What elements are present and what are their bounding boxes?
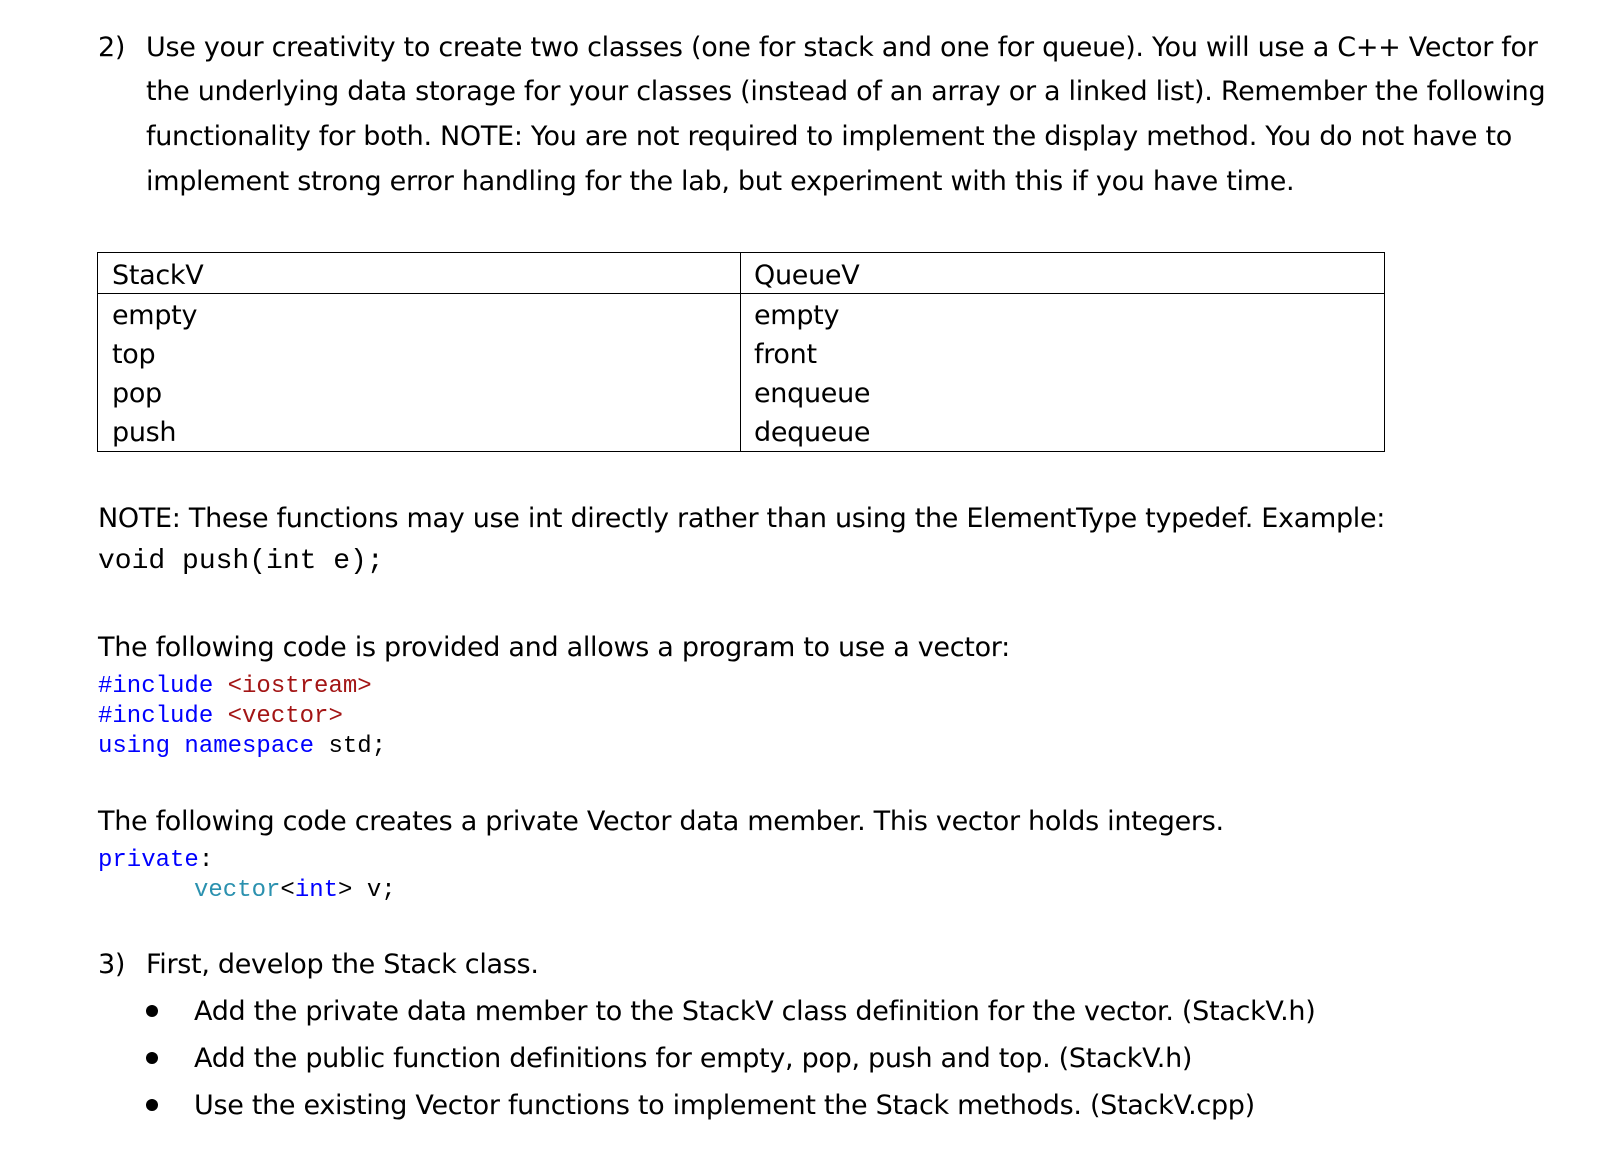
queue-item-front: front [754, 339, 817, 370]
include-header: <vector> [227, 703, 343, 730]
stack-item-push: push [112, 417, 177, 448]
item3-heading: First, develop the Stack class. [146, 949, 539, 980]
item3-bullet-3: Use the existing Vector functions to implement the Stack methods. (StackV.cpp) [194, 1090, 1255, 1121]
namespace-keyword: namespace [184, 733, 315, 760]
code-include-iostream [98, 675, 372, 699]
code-using-namespace [98, 735, 386, 759]
table-column-divider [740, 253, 741, 451]
queue-item-enqueue: enqueue [754, 378, 871, 409]
private-colon: : [198, 847, 214, 874]
code-include-vector [98, 705, 343, 729]
note-text: NOTE: These functions may use int directly rather than using the ElementType typedef. Example: [98, 503, 1386, 534]
bullet-dot-3 [146, 1099, 158, 1111]
private-keyword: private [98, 847, 199, 874]
private-member-intro: The following code creates a private Vector data member. This vector holds integers. [98, 806, 1224, 837]
table-header-queue: QueueV [754, 260, 860, 291]
stack-item-pop: pop [112, 378, 162, 409]
int-keyword: int [294, 877, 339, 904]
table-header-divider [98, 293, 1384, 294]
vector-type: vector [194, 877, 281, 904]
item2-line-3: functionality for both. NOTE: You are not required to implement the display method. You do not have to [146, 121, 1512, 152]
bullet-dot-1 [146, 1005, 158, 1017]
code-private-label [98, 849, 213, 873]
item3-number: 3) [98, 949, 126, 980]
item2-line-4: implement strong error handling for the lab, but experiment with this if you have time. [146, 166, 1295, 197]
code-vector-declaration [194, 879, 396, 903]
table-header-stack: StackV [112, 260, 204, 291]
declaration-rest: > v; [338, 877, 396, 904]
stack-item-top: top [112, 339, 156, 370]
item3-bullet-1: Add the private data member to the StackV class definition for the vector. (StackV.h) [194, 996, 1316, 1027]
include-header: <iostream> [227, 673, 372, 700]
bullet-dot-2 [146, 1052, 158, 1064]
item2-number: 2) [98, 32, 126, 63]
queue-item-dequeue: dequeue [754, 417, 871, 448]
stack-item-empty: empty [112, 300, 198, 331]
item2-line-1: Use your creativity to create two classes (one for stack and one for queue). You will use a C++ Vector for [146, 32, 1538, 63]
std-identifier: std; [328, 733, 387, 760]
include-directive: #include [98, 673, 214, 700]
stack-queue-table [97, 252, 1385, 452]
note-code-example: void push(int e); [98, 546, 384, 577]
item3-bullet-2: Add the public function definitions for empty, pop, push and top. (StackV.h) [194, 1043, 1193, 1074]
using-keyword: using [98, 733, 171, 760]
item2-line-2: the underlying data storage for your classes (instead of an array or a linked list). Remember the following [146, 76, 1546, 107]
queue-item-empty: empty [754, 300, 840, 331]
include-directive: #include [98, 703, 214, 730]
provided-intro: The following code is provided and allows a program to use a vector: [98, 632, 1010, 663]
template-open: < [280, 877, 295, 904]
